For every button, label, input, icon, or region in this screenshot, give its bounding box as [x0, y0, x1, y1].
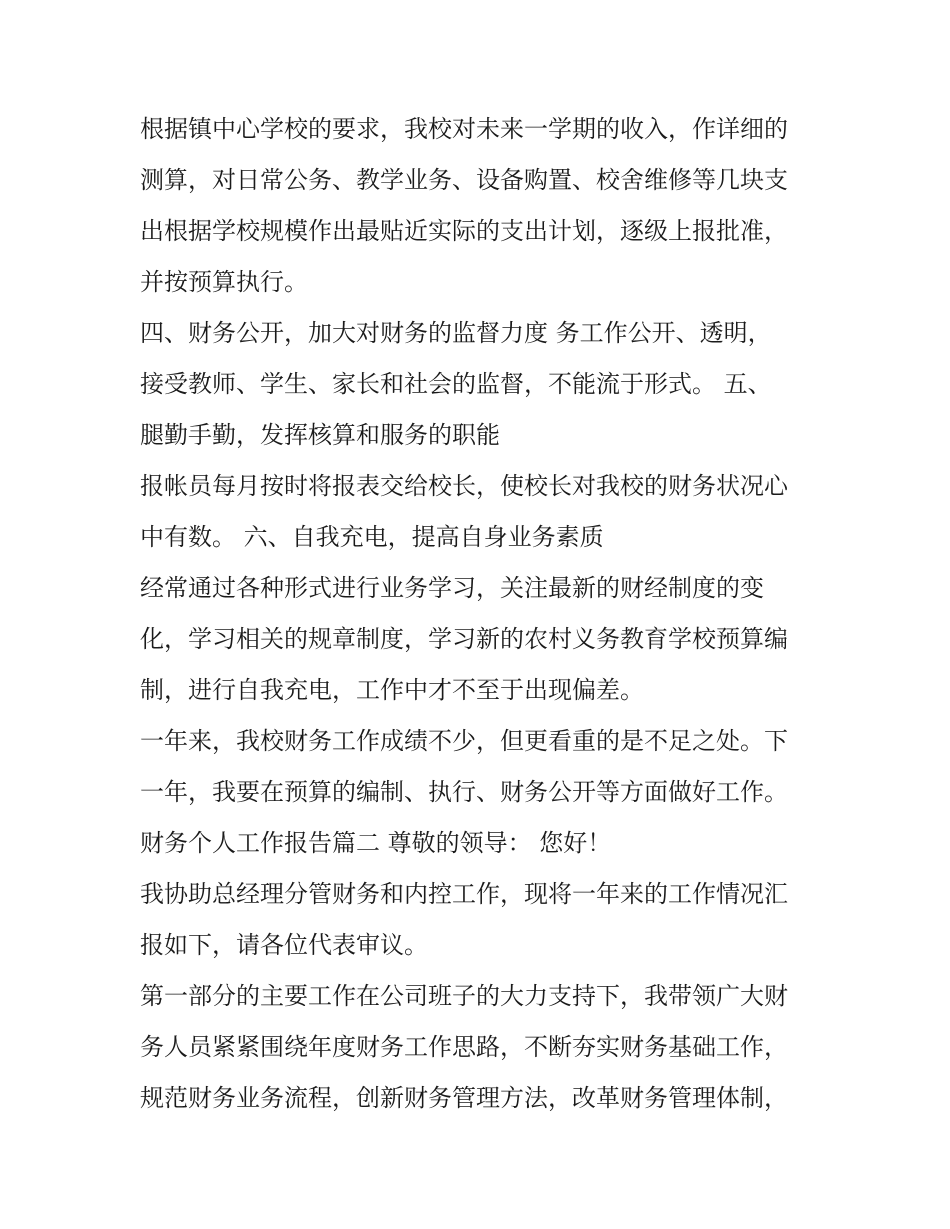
text-line: 根据镇中心学校的要求，我校对未来一学期的收入，作详细的 [140, 115, 788, 143]
text-line: 出根据学校规模作出最贴近实际的支出计划，逐级上报批准， [140, 217, 788, 245]
text-line: 报帐员每月按时将报表交给校长，使校长对我校的财务状况心 [140, 472, 788, 500]
text-line: 腿勤手勤，发挥核算和服务的职能 [140, 421, 500, 449]
text-line: 并按预算执行。 [140, 268, 308, 296]
text-line: 经常通过各种形式进行业务学习，关注最新的财经制度的变 [140, 574, 764, 602]
text-line: 规范财务业务流程，创新财务管理方法，改革财务管理体制， [140, 1084, 788, 1112]
text-line: 四、财务公开，加大对财务的监督力度 务工作公开、透明， [140, 319, 772, 347]
text-line: 务人员紧紧围绕年度财务工作思路，不断夯实财务基础工作， [140, 1033, 788, 1061]
text-line: 一年来，我校财务工作成绩不少，但更看重的是不足之处。下 [140, 727, 788, 755]
text-line: 中有数。 六、自我充电，提高自身业务素质 [140, 523, 604, 551]
text-line: 化，学习相关的规章制度，学习新的农村义务教育学校预算编 [140, 625, 788, 653]
text-line: 财务个人工作报告篇二 尊敬的领导： 您好！ [140, 829, 612, 857]
text-line: 一年，我要在预算的编制、执行、财务公开等方面做好工作。 [140, 778, 788, 806]
text-line: 接受教师、学生、家长和社会的监督，不能流于形式。 五、 [140, 370, 772, 398]
document-body [140, 104, 830, 1124]
text-line: 制，进行自我充电，工作中才不至于出现偏差。 [140, 676, 644, 704]
text-line: 报如下，请各位代表审议。 [140, 931, 428, 959]
text-line: 第一部分的主要工作在公司班子的大力支持下，我带领广大财 [140, 982, 788, 1010]
text-line: 我协助总经理分管财务和内控工作，现将一年来的工作情况汇 [140, 880, 788, 908]
text-line: 测算，对日常公务、教学业务、设备购置、校舍维修等几块支 [140, 166, 788, 194]
